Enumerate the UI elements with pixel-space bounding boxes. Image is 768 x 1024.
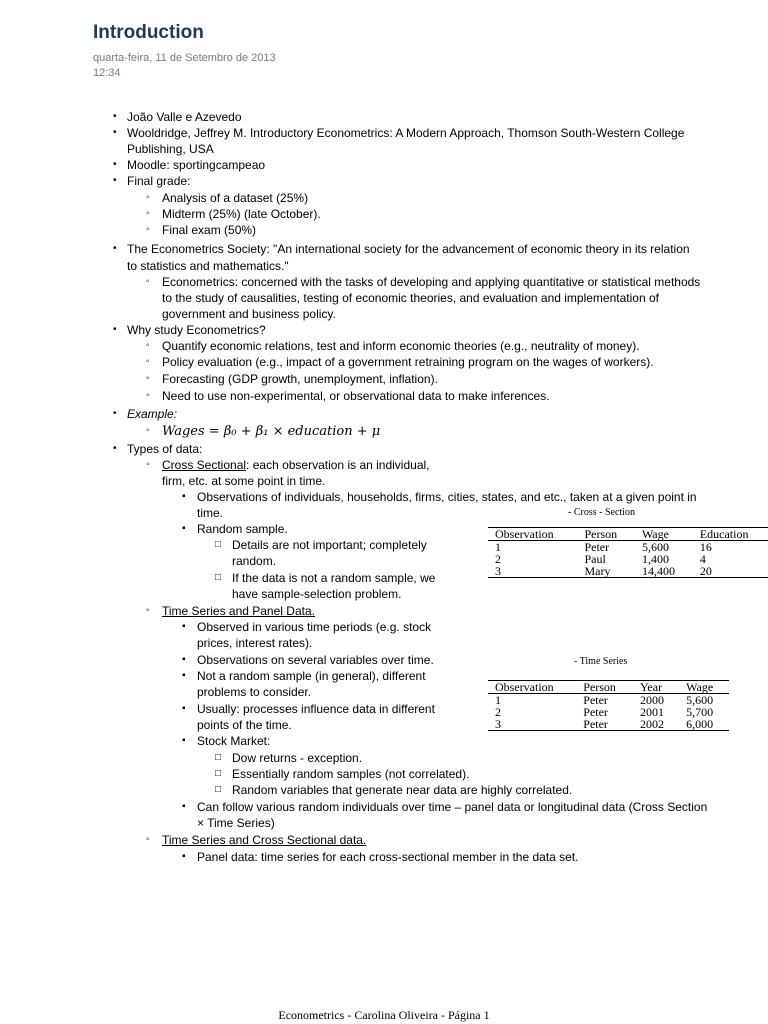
table-header-cell: Wage (635, 528, 693, 541)
note-line (162, 274, 700, 290)
bullet-marker: ▪ (182, 491, 186, 502)
note-line (127, 406, 177, 422)
table-row (488, 553, 768, 565)
table-cell: 20 (693, 565, 768, 578)
bullet-marker: ◦ (146, 340, 150, 351)
note-text: Why study Econometrics? (127, 323, 266, 337)
bullet-marker: □ (215, 752, 222, 763)
bullet-marker: • (113, 243, 117, 254)
table-cell: 1,400 (641, 552, 669, 566)
table-cell: 1 (495, 540, 501, 554)
bullet-marker: • (113, 408, 117, 419)
table-cell: 16 (699, 540, 712, 554)
note-line (197, 668, 426, 684)
table-header-cell: Wage (679, 681, 729, 694)
table-cell: 2 (495, 705, 501, 719)
page-time: 12:34 (93, 67, 121, 79)
note-text: Observations of individuals, households, firms, cities, states, and etc., taken at a given point in (197, 490, 697, 504)
table-cell: 4 (699, 552, 706, 566)
note-text: Wooldridge, Jeffrey M. Introductory Econometrics: A Modern Approach, Thomson South-Western College (127, 126, 685, 140)
note-text: Observed in various time periods (e.g. stock (197, 620, 432, 634)
bullet-marker: ▪ (182, 851, 186, 862)
note-text: Not a random sample (in general), different (197, 669, 426, 683)
note-line (162, 603, 315, 619)
bullet-marker: • (113, 175, 117, 186)
note-text: prices, interest rates). (197, 636, 313, 650)
time-series-caption: - Time Series (574, 656, 628, 667)
note-text: Stock Market: (197, 734, 271, 748)
note-text: Observations on several variables over time. (197, 653, 434, 667)
note-line (162, 338, 640, 354)
table-header-cell: Year (633, 681, 679, 694)
page-date: quarta-feira, 11 de Setembro de 2013 (93, 52, 276, 64)
bullet-marker: ◦ (146, 276, 150, 287)
bullet-marker: □ (215, 572, 222, 583)
table-cell: 3 (488, 565, 577, 578)
bullet-marker: □ (215, 768, 222, 779)
note-line (162, 832, 366, 848)
note-line (162, 306, 336, 322)
note-text: The Econometrics Society: "An international society for the advancement of economic theory in its relation (127, 242, 690, 256)
bullet-marker: • (113, 111, 117, 122)
note-text: João Valle e Azevedo (127, 110, 242, 124)
note-line (127, 322, 266, 338)
note-text: × Time Series) (197, 816, 275, 830)
note-text: problems to consider. (197, 685, 312, 699)
table-header-cell: Observation (488, 681, 576, 694)
table-cell: Peter (583, 705, 608, 719)
bullet-marker: ▪ (182, 523, 186, 534)
note-text: Random sample. (197, 522, 288, 536)
note-line (197, 489, 697, 505)
note-text: Need to use non-experimental, or observational data to make inferences. (162, 389, 550, 403)
bullet-marker: • (113, 127, 117, 138)
table-cell: 2 (495, 552, 501, 566)
note-text: time. (197, 506, 224, 520)
note-line (127, 157, 265, 173)
note-line (162, 190, 308, 206)
bullet-marker: ▪ (182, 703, 186, 714)
note-text: Midterm (25%) (late October). (162, 207, 321, 221)
bullet-marker: ◦ (146, 605, 150, 616)
note-text: have sample-selection problem. (232, 587, 402, 601)
bullet-marker: □ (215, 539, 222, 550)
table-cell: 14,400 (635, 565, 693, 578)
page-footer: Econometrics - Carolina Oliveira - Página 1 (278, 1008, 490, 1022)
note-line (127, 109, 242, 125)
bullet-marker: ◦ (146, 834, 150, 845)
note-line (197, 635, 312, 651)
note-text: Example: (127, 407, 178, 421)
note-line (197, 799, 707, 815)
section-heading: Time Series and Cross Sectional data. (162, 833, 367, 847)
bullet-marker: • (113, 324, 117, 335)
table-cell: Peter (584, 540, 610, 554)
table-cell: 5,700 (686, 705, 714, 719)
table-header-cell: Person (576, 681, 633, 694)
cross-section-table (488, 527, 768, 578)
table-header-cell: Observation (488, 528, 577, 541)
table-cell: 2001 (639, 705, 664, 719)
note-text: Can follow various random individuals over time – panel data or longitudinal data (Cross Section (197, 800, 708, 814)
table-header-cell: Education (693, 528, 768, 541)
note-line (232, 570, 435, 586)
table-row (488, 718, 729, 731)
note-text: Panel data: time series for each cross-sectional member in the data set. (197, 850, 579, 864)
table-row (488, 541, 768, 554)
note-line (162, 473, 325, 489)
table-header-cell: Person (577, 528, 634, 541)
note-text: to the study of causalities, testing of economic theories, and evaluation and implementation of (162, 291, 659, 305)
table-cell: 3 (488, 718, 576, 731)
note-line (232, 750, 362, 766)
note-line (127, 173, 190, 189)
cross-section-caption: - Cross - Section (568, 507, 635, 518)
note-line (162, 290, 659, 306)
note-line (197, 619, 431, 635)
bullet-marker: ◦ (146, 208, 150, 219)
note-text: Analysis of a dataset (25%) (162, 191, 309, 205)
table-cell: Paul (584, 552, 606, 566)
table-cell: 5,600 (641, 540, 669, 554)
note-text: Quantify economic relations, test and inform economic theories (e.g., neutrality of money). (162, 339, 640, 353)
table-row (488, 565, 768, 578)
note-line (197, 652, 434, 668)
note-text: Moodle: sportingcampeao (127, 158, 266, 172)
note-line (162, 206, 321, 222)
bullet-marker: ◦ (146, 192, 150, 203)
note-line (127, 125, 684, 141)
table-cell: Peter (583, 693, 608, 707)
section-heading: Cross Sectional (162, 458, 247, 472)
note-line (232, 766, 469, 782)
note-text: If the data is not a random sample, we (232, 571, 436, 585)
page-title: Introduction (93, 22, 204, 43)
table-cell: 1 (495, 693, 501, 707)
note-text: : each observation is an individual, (246, 458, 430, 472)
table-cell: 5,600 (686, 693, 714, 707)
note-line (197, 815, 275, 831)
note-line (162, 423, 380, 440)
note-line (232, 782, 572, 798)
bullet-marker: ▪ (182, 621, 186, 632)
note-line (197, 684, 311, 700)
note-text: Publishing, USA (127, 142, 214, 156)
note-text: Final grade: (127, 174, 191, 188)
note-line (232, 553, 276, 569)
note-line (232, 586, 401, 602)
note-text: Final exam (50%) (162, 223, 257, 237)
table-cell: 6,000 (679, 718, 729, 731)
note-line (197, 521, 288, 537)
bullet-marker: ◦ (146, 356, 150, 367)
note-text: Types of data: (127, 442, 203, 456)
note-line (127, 241, 690, 257)
section-heading: Time Series and Panel Data. (162, 604, 315, 618)
time-series-table (488, 680, 729, 731)
note-text: government and business policy. (162, 307, 336, 321)
note-text: Econometrics: concerned with the tasks of developing and applying quantitative or statistical methods (162, 275, 701, 289)
note-line (162, 371, 438, 387)
note-text: random. (232, 554, 277, 568)
table-cell: 2002 (633, 718, 679, 731)
bullet-marker: ◦ (146, 425, 150, 436)
note-text: Essentially random samples (not correlated). (232, 767, 470, 781)
note-line (127, 258, 289, 274)
bullet-marker: ◦ (146, 390, 150, 401)
bullet-marker: □ (215, 784, 222, 795)
note-text: Details are not important; completely (232, 538, 427, 552)
note-text: points of the time. (197, 718, 292, 732)
note-line (197, 505, 223, 521)
bullet-marker: ◦ (146, 224, 150, 235)
note-line (127, 441, 202, 457)
table-cell: Peter (576, 718, 633, 731)
bullet-marker: ◦ (146, 373, 150, 384)
note-line (162, 354, 654, 370)
note-text: Wages = β₀ + β₁ × education + μ (162, 424, 381, 439)
bullet-marker: ◦ (146, 459, 150, 470)
bullet-marker: ▪ (182, 801, 186, 812)
bullet-marker: ▪ (182, 654, 186, 665)
note-line (197, 733, 270, 749)
note-line (162, 457, 430, 473)
note-line (127, 141, 214, 157)
bullet-marker: ▪ (182, 735, 186, 746)
note-text: Random variables that generate near data are highly correlated. (232, 783, 573, 797)
note-text: firm, etc. at some point in time. (162, 474, 326, 488)
note-line (162, 222, 256, 238)
table-cell: Mary (577, 565, 634, 578)
note-text: to statistics and mathematics." (127, 259, 289, 273)
bullet-marker: • (113, 159, 117, 170)
table-cell: 2000 (639, 693, 664, 707)
note-text: Dow returns - exception. (232, 751, 363, 765)
note-line (197, 849, 579, 865)
note-text: Policy evaluation (e.g., impact of a government retraining program on the wages of workers). (162, 355, 654, 369)
note-line (197, 701, 435, 717)
note-line (197, 717, 292, 733)
note-line (162, 388, 550, 404)
note-line (232, 537, 427, 553)
bullet-marker: ▪ (182, 670, 186, 681)
bullet-marker: • (113, 443, 117, 454)
note-text: Forecasting (GDP growth, unemployment, inflation). (162, 372, 438, 386)
note-text: Usually: processes influence data in different (197, 702, 435, 716)
